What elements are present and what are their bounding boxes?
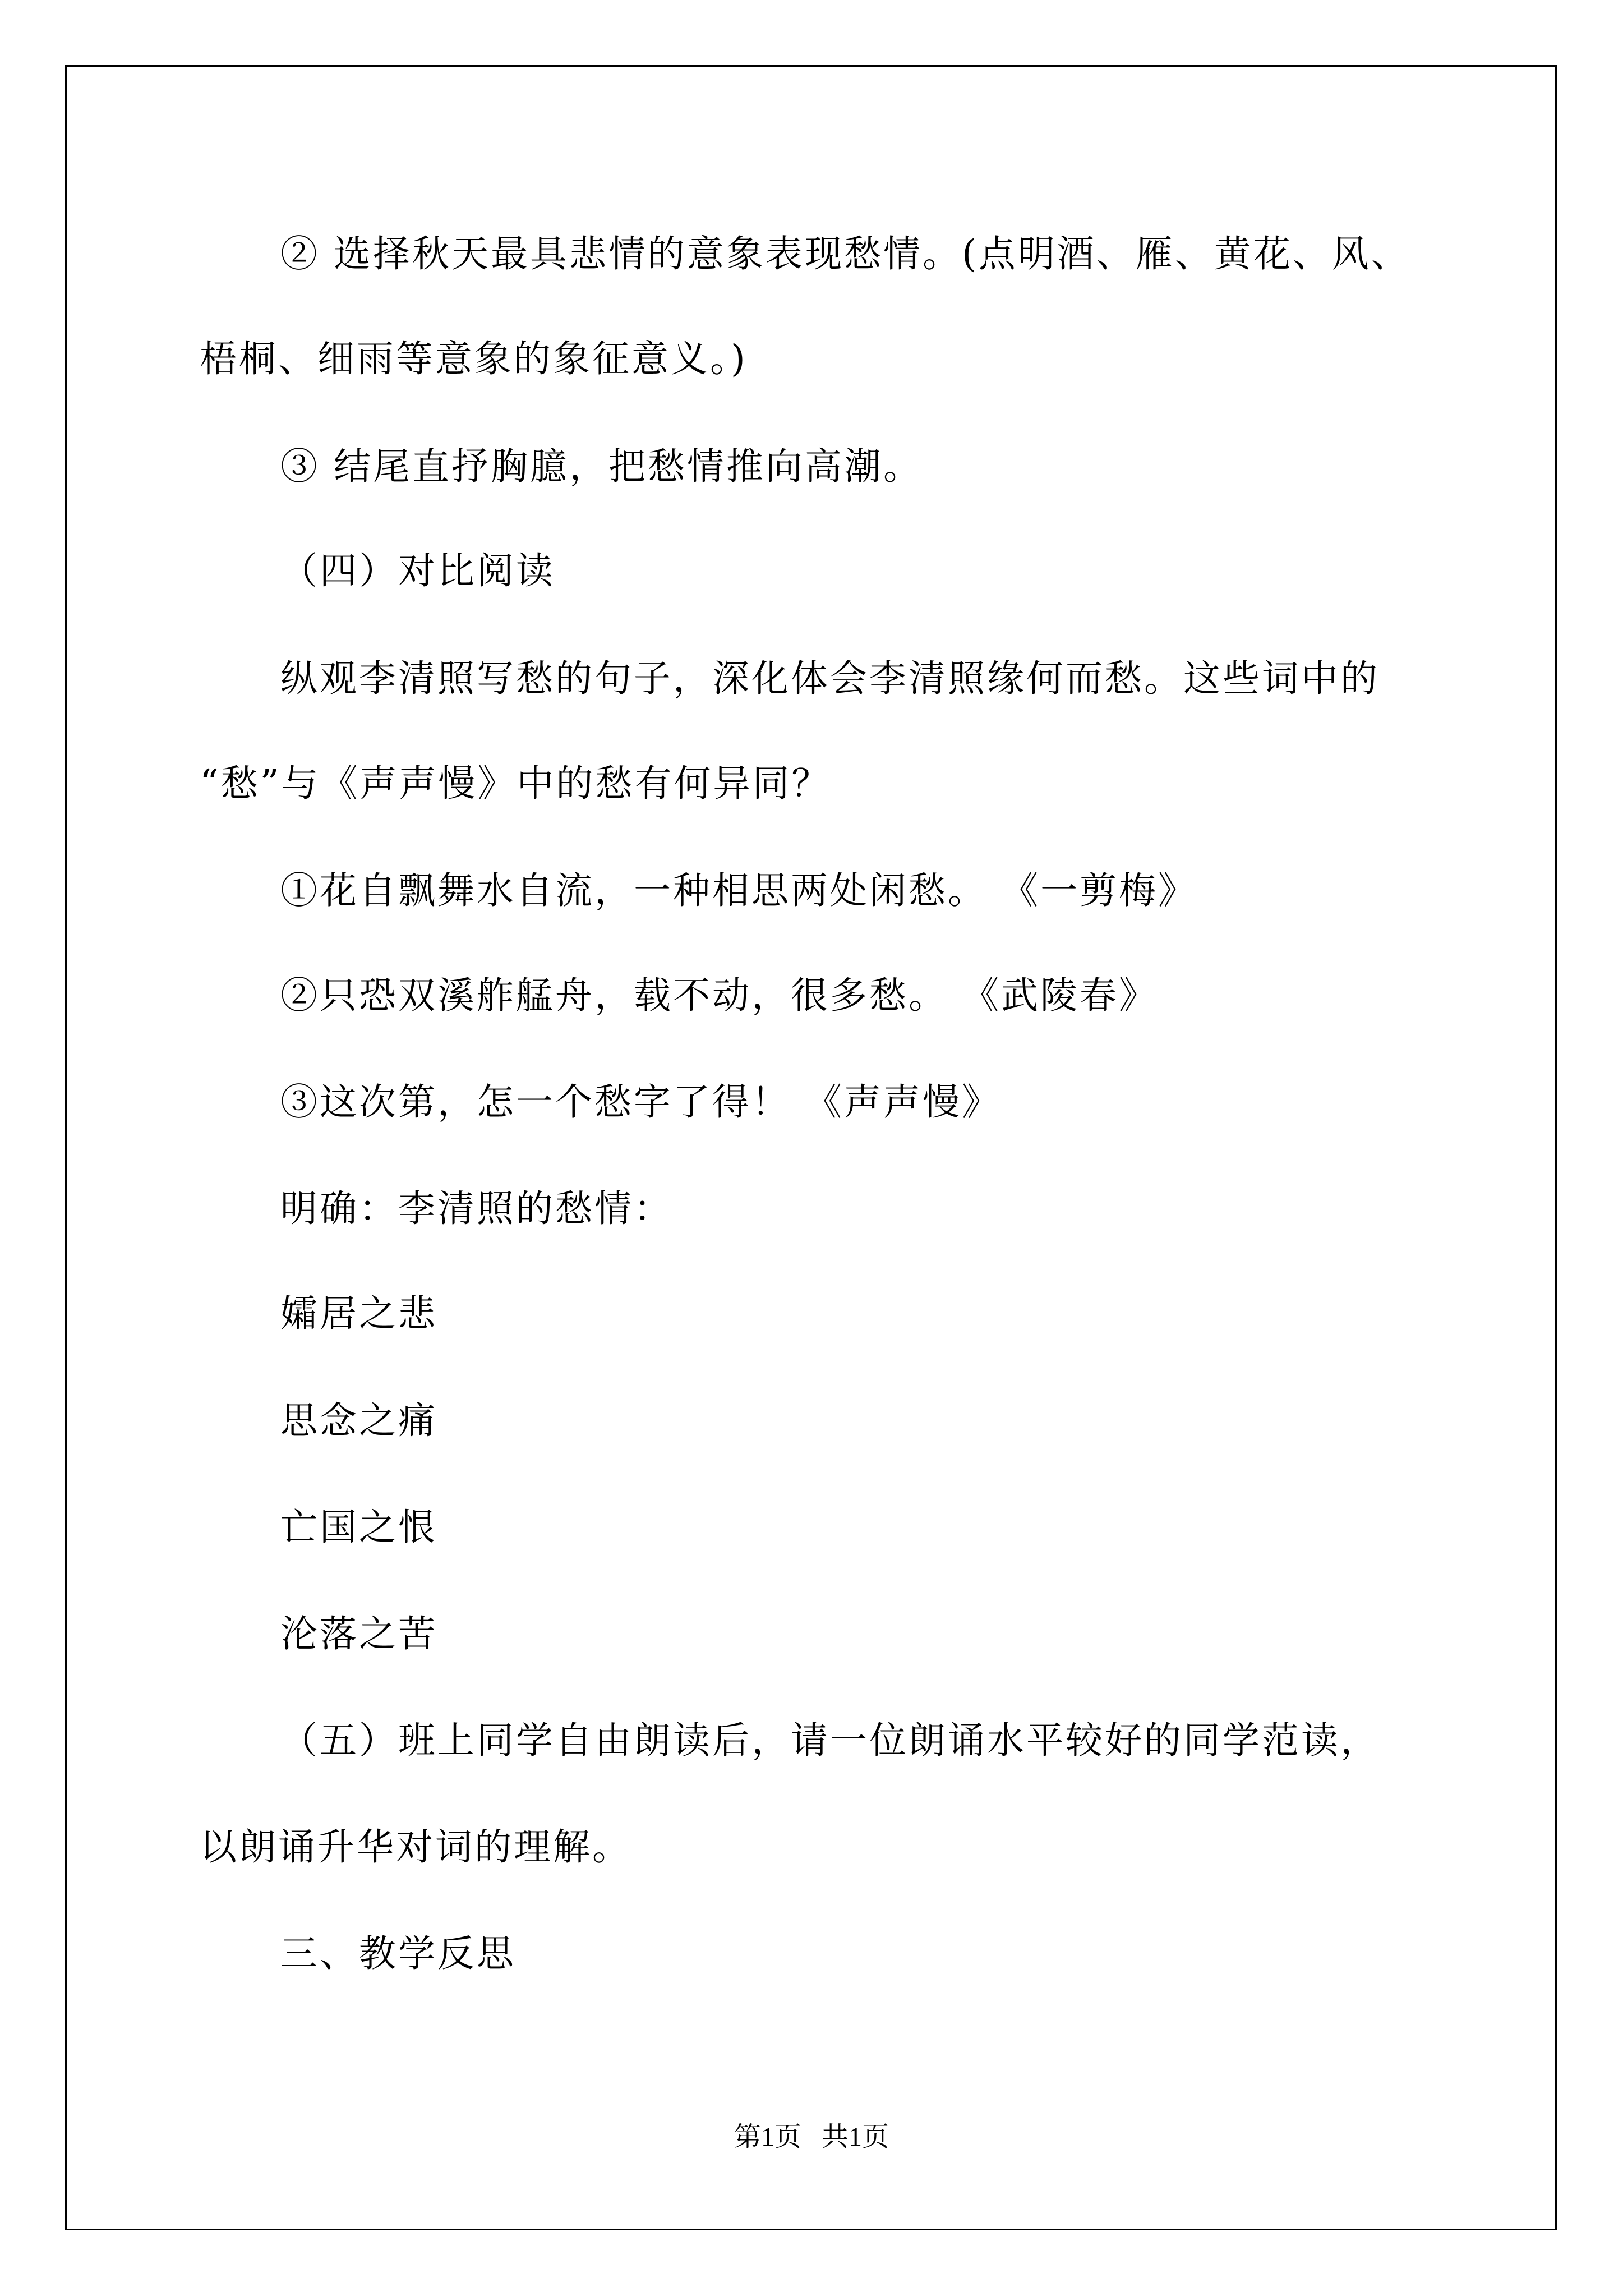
paragraph-line: “愁”与《声声慢》中的愁有何异同？: [200, 762, 831, 805]
paragraph-line: ③ 结尾直抒胸臆，把愁情推向高潮。: [280, 445, 923, 488]
list-item: 思念之痛: [280, 1399, 437, 1442]
paragraph-line: 纵观李清照写愁的句子，深化体会李清照缘何而愁。这些词中的: [280, 657, 1380, 700]
list-item: 亡国之恨: [280, 1506, 437, 1549]
page-number-footer: 第1页 共1页: [734, 2122, 889, 2152]
paragraph-line: （五）班上同学自由朗读后，请一位朗诵水平较好的同学范读，: [280, 1719, 1380, 1762]
paragraph-line: 梧桐、细雨等意象的象征意义。): [200, 337, 748, 380]
quote-line: ①花自飘舞水自流，一种相思两处闲愁。 《一剪梅》: [280, 869, 1197, 912]
paragraph-line: 以朗诵升华对词的理解。: [200, 1825, 631, 1869]
section-heading: 三、教学反思: [280, 1932, 516, 1975]
list-item: 孀居之悲: [280, 1292, 437, 1335]
paragraph-line: ② 选择秋天最具悲情的意象表现愁情。(点明酒、雁、黄花、风、: [280, 232, 1410, 275]
list-item: 沦落之苦: [280, 1612, 437, 1655]
quote-line: ②只恐双溪舴艋舟，载不动，很多愁。 《武陵春》: [280, 974, 1158, 1017]
paragraph-line: 明确：李清照的愁情：: [280, 1187, 673, 1230]
page-border: [65, 65, 1557, 2230]
quote-line: ③这次第，怎一个愁字了得！ 《声声慢》: [280, 1080, 1001, 1124]
section-heading: （四）对比阅读: [280, 549, 555, 592]
